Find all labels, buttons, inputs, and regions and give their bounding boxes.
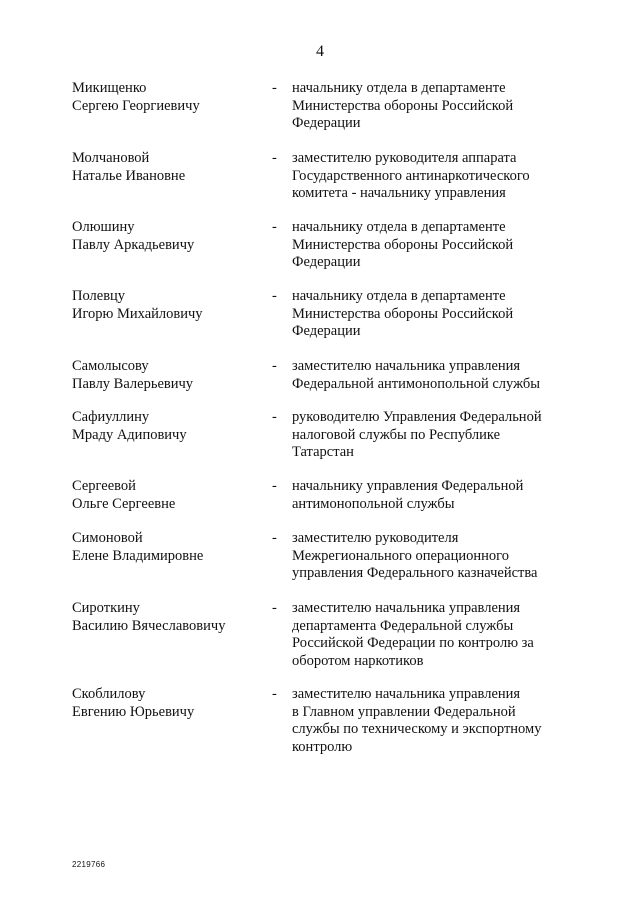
person-name [72,288,262,323]
position-line: Министерства обороны Российской [292,305,514,322]
position-text [292,686,582,756]
position-text [292,409,582,462]
person-surname: Олюшину [72,219,135,235]
dash-separator: - [272,600,277,616]
person-surname: Симоновой [72,530,143,546]
person-surname: Микищенко [72,80,147,96]
person-given-name: Павлу Аркадьевичу [72,236,195,253]
position-line: Татарстан [292,444,354,460]
position-line: Министерства обороны Российской [292,236,514,253]
position-line: Федеральной антимонопольной службы [292,375,541,392]
position-line: Межрегионального операционного [292,547,509,564]
position-line: Российской Федерации по контролю за [292,635,534,651]
position-line: департамента Федеральной службы [292,617,514,634]
position-line: заместителю начальника управления [292,358,521,374]
dash-separator: - [272,530,277,546]
position-text [292,288,582,341]
position-line: заместителю начальника управления [292,600,521,616]
position-line: начальнику отдела в департаменте [292,80,506,96]
position-line: начальнику управления Федеральной [292,478,524,494]
dash-separator: - [272,478,277,494]
position-line: Федерации [292,115,361,131]
person-name [72,150,262,185]
person-name [72,478,262,513]
position-line: Государственного антинаркотического [292,167,530,184]
person-given-name: Василию Вячеславовичу [72,617,226,634]
position-line: заместителю руководителя аппарата [292,150,517,166]
position-text [292,219,582,272]
person-surname: Молчановой [72,150,150,166]
position-text [292,80,582,133]
person-name [72,686,262,721]
person-name [72,600,262,635]
person-surname: Сафиуллину [72,409,150,425]
position-line: налоговой службы по Республике [292,426,501,443]
position-line: контролю [292,738,353,755]
position-line: руководителю Управления Федеральной [292,409,542,425]
position-text [292,150,582,203]
position-line: комитета - начальнику управления [292,185,506,201]
dash-separator: - [272,288,277,304]
position-text [292,530,582,583]
position-line: управления Федерального казначейства [292,565,538,581]
position-text [292,358,582,393]
person-name [72,219,262,254]
person-name [72,409,262,444]
position-line: оборотом наркотиков [292,652,424,669]
person-given-name: Мраду Адиповичу [72,426,187,443]
person-surname: Полевцу [72,288,126,304]
position-line: заместителю начальника управления [292,686,521,702]
person-name [72,80,262,115]
document-code: 2219766 [72,860,106,869]
person-given-name: Игорю Михайловичу [72,305,203,322]
position-line: Федерации [292,323,361,339]
position-line: Федерации [292,254,361,270]
person-name [72,358,262,393]
position-line: начальнику отдела в департаменте [292,288,506,304]
person-given-name: Елене Владимировне [72,547,204,564]
person-given-name: Евгению Юрьевичу [72,703,195,720]
dash-separator: - [272,150,277,166]
dash-separator: - [272,409,277,425]
person-surname: Скоблилову [72,686,146,702]
position-line: начальнику отдела в департаменте [292,219,506,235]
person-name [72,530,262,565]
person-given-name: Наталье Ивановне [72,167,186,184]
position-line: заместителю руководителя [292,530,459,546]
person-given-name: Ольге Сергеевне [72,495,176,512]
dash-separator: - [272,686,277,702]
position-text [292,600,582,670]
dash-separator: - [272,358,277,374]
person-surname: Самолысову [72,358,149,374]
position-line: службы по техническому и экспортному [292,721,542,737]
person-given-name: Сергею Георгиевичу [72,97,200,114]
person-given-name: Павлу Валерьевичу [72,375,194,392]
position-line: антимонопольной службы [292,495,455,512]
person-surname: Сергеевой [72,478,136,494]
position-text [292,478,582,513]
position-line: в Главном управлении Федеральной [292,703,516,720]
dash-separator: - [272,219,277,235]
position-line: Министерства обороны Российской [292,97,514,114]
person-surname: Сироткину [72,600,140,616]
dash-separator: - [272,80,277,96]
page-number: 4 [316,43,324,60]
